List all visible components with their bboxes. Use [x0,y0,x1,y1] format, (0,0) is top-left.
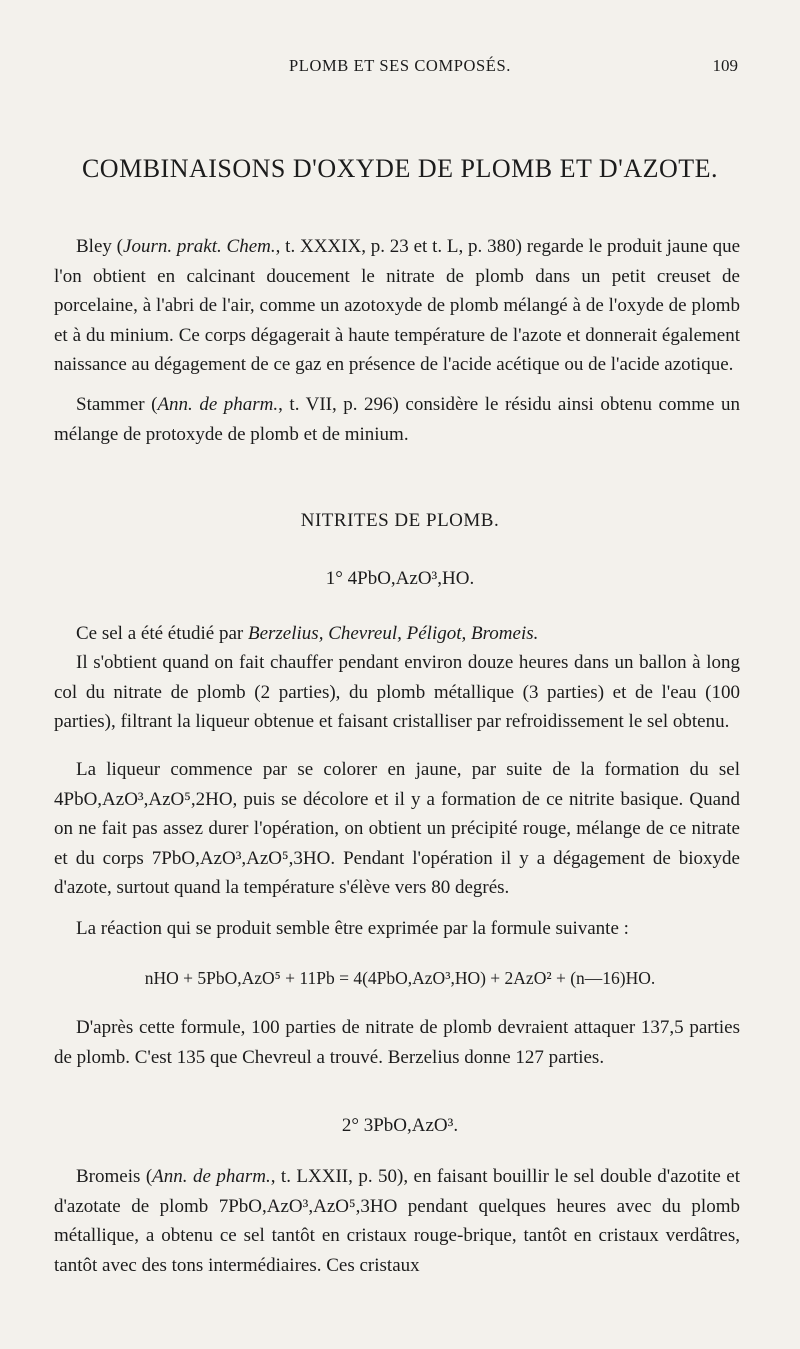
paragraph-bley [54,232,740,380]
section-heading: NITRITES DE PLOMB. [300,510,500,531]
bromeis-reference: Ann. de pharm. [152,1166,271,1187]
proportions-text: D'après cette formule, 100 parties de nitrate de plomb devraient attaquer 137,5 parties de plomb. C'est 135 que Chevreul a trouvé. Berzelius donne 127 parties. [54,1017,740,1068]
bromeis-lead: Bromeis ( [76,1166,153,1187]
paragraph-reaction [54,914,740,944]
formula-heading-2: 2° 3PbO,AzO³. [341,1115,459,1136]
paragraph-liqueur [54,755,740,903]
page-number: 109 [712,56,738,75]
paragraph-bromeis [54,1162,740,1280]
formula-heading-1: 1° 4PbO,AzO³,HO. [325,568,475,589]
paragraph-preparation [54,648,740,737]
bley-text: , t. XXXIX, p. 23 et t. L, p. 380) regarde le produit jaune que l'on obtient en calcinant doucement le nitrate de plomb dans un petit creuset de porcelaine, à l'abri de l'air, comme un azotoxyde de plomb mélangé à de l'oxyde de plomb et à du minium. Ce corps dégagerait à haute température de l'azote et donnerait également naissance au dégagement de ce gaz en présence de l'acide acétique ou de l'acide azotique. [54,236,741,375]
reaction-equation: nHO + 5PbO,AzO⁵ + 11Pb = 4(4PbO,AzO³,HO) + 2AzO² + (n—16)HO. [144,968,656,988]
studied-by-lead: Ce sel a été étudié par [76,623,248,644]
stammer-reference: Ann. de pharm. [157,394,279,415]
paragraph-studied-by [54,619,740,649]
running-head [0,56,800,82]
bley-lead: Bley ( [76,236,124,257]
reaction-text: La réaction qui se produit semble être exprimée par la formule suivante : [76,918,629,939]
studied-by-names: Berzelius, Chevreul, Péligot, Bromeis. [247,623,539,644]
liqueur-text: La liqueur commence par se colorer en jaune, par suite de la formation du sel 4PbO,AzO³,AzO⁵,2HO, puis se décolore et il y a formation de ce nitrite basique. Quand on ne fait pas assez durer l'opération, on obtient un précipité rouge, mélange de ce nitrate et du corps 7PbO,AzO³,AzO⁵,3HO. Pendant l'opération il y a dégagement de bioxyde d'azote, surtout quand la température s'élève vers 80 degrés. [54,759,740,898]
bromeis-text: , t. LXXII, p. 50), en faisant bouillir le sel double d'azotite et d'azotate de plomb 7PbO,AzO³,AzO⁵,3HO pendant quelques heures avec du plomb métallique, a obtenu ce sel tantôt en cristaux rouge-brique, tantôt en cristaux verdâtres, tantôt avec des tons intermédiaires. Ces cristaux [54,1166,741,1276]
running-title: PLOMB ET SES COMPOSÉS. [289,56,511,75]
chapter-title: COMBINAISONS D'OXYDE DE PLOMB ET D'AZOTE. [81,154,719,183]
paragraph-stammer [54,390,740,449]
stammer-text: , t. VII, p. 296) considère le résidu ainsi obtenu comme un mélange de protoxyde de plomb et de minium. [54,394,740,445]
stammer-lead: Stammer ( [76,394,158,415]
bley-reference: Journ. prakt. Chem. [123,236,276,257]
preparation-text: Il s'obtient quand on fait chauffer pendant environ douze heures dans un ballon à long col du nitrate de plomb (2 parties), du plomb métallique (3 parties) et de l'eau (100 parties), filtrant la liqueur obtenue et faisant cristalliser par refroidissement le sel obtenu. [54,652,740,732]
paragraph-proportions [54,1013,740,1072]
